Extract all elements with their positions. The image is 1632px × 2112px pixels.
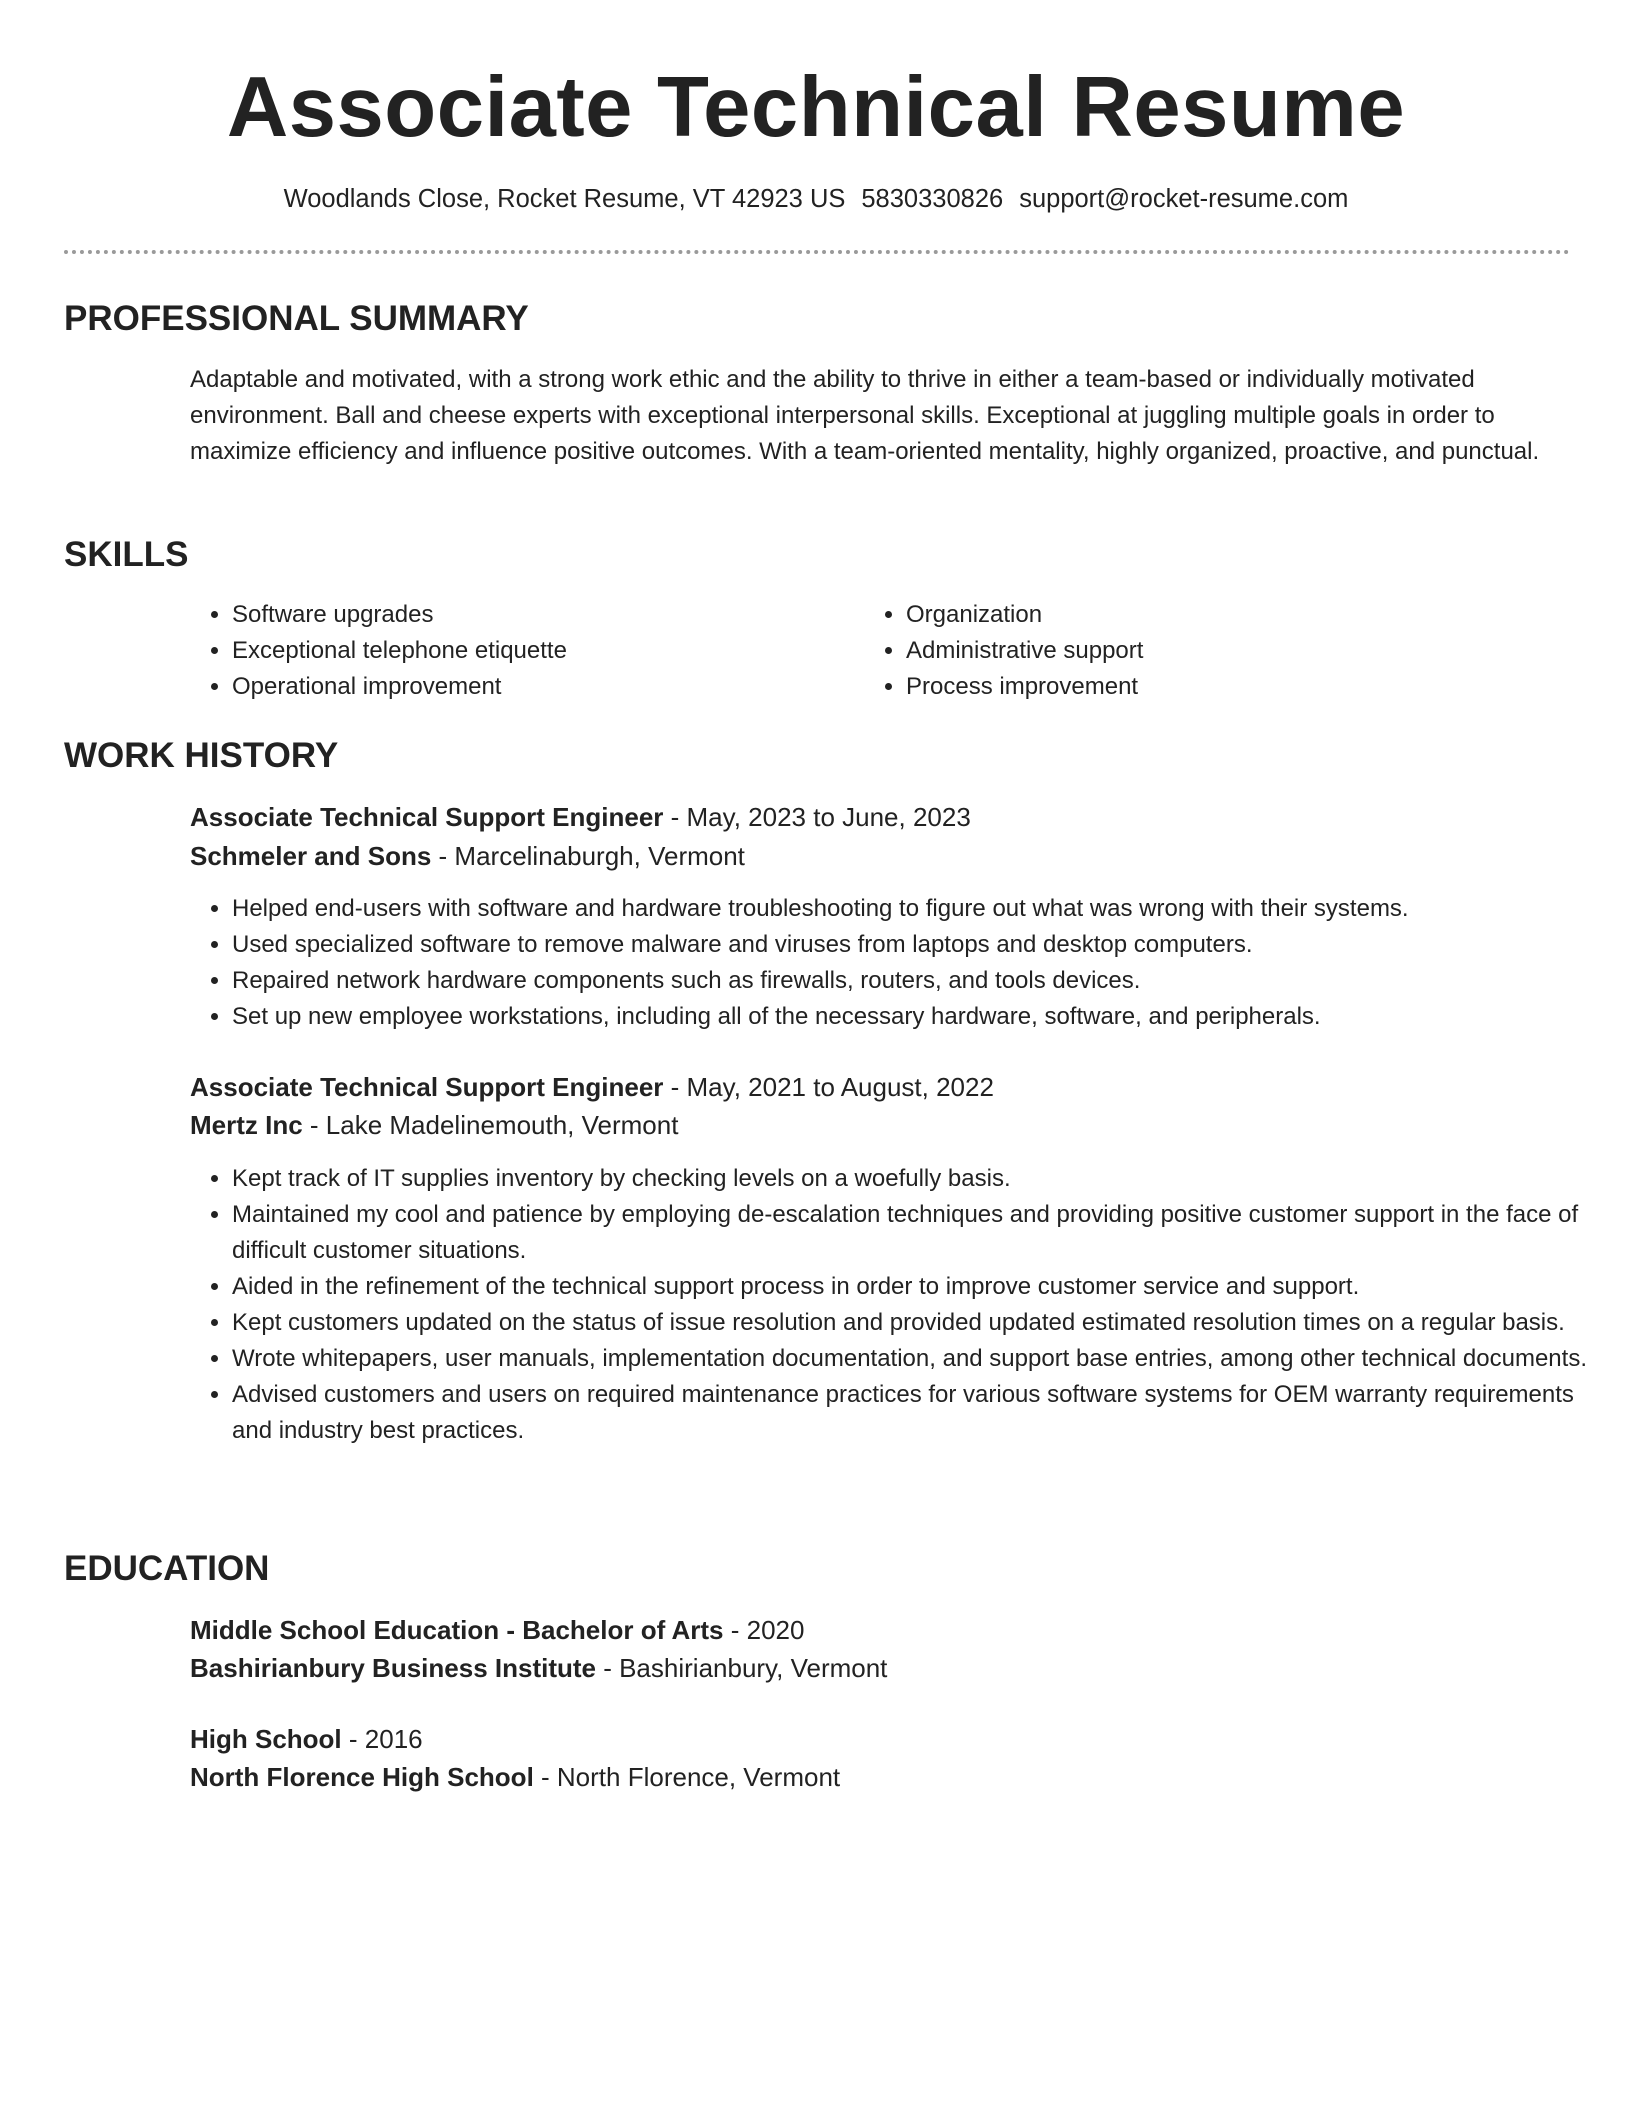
education-year: - 2016: [341, 1724, 423, 1754]
education-degree: Middle School Education - Bachelor of Arts: [190, 1615, 724, 1645]
job-dates: - May, 2023 to June, 2023: [663, 802, 971, 832]
job-bullet: • Repaired network hardware components such as firewalls, routers, and tools devices.: [232, 963, 1612, 999]
education-degree-line: [190, 1611, 804, 1649]
education-degree: High School: [190, 1724, 342, 1754]
job-bullet: • Kept customers updated on the status of issue resolution and provided updated estimated resolution times on a regular basis.: [232, 1305, 1612, 1341]
contact-email: support@rocket-resume.com: [1019, 185, 1349, 213]
summary-text: Adaptable and motivated, with a strong work ethic and the ability to thrive in either a team-based or individually motivated environment. Ball and cheese experts with exceptional interpersonal skills. Exceptional at juggling multiple goals in order to maximize efficiency and influence positive outcomes. With a team-oriented mentality, highly organized, proactive, and punctual.: [190, 366, 1540, 465]
job-bullet: • Wrote whitepapers, user manuals, implementation documentation, and support base entries, among other technical documents.: [232, 1341, 1612, 1377]
job-bullet: • Aided in the refinement of the technical support process in order to improve customer service and support.: [232, 1269, 1612, 1305]
job-bullet: • Advised customers and users on required maintenance practices for various software systems for OEM warranty requirements and industry best practices.: [232, 1377, 1612, 1449]
job-bullet: • Helped end-users with software and hardware troubleshooting to figure out what was wrong with their systems.: [232, 891, 1612, 927]
job-bullet: • Used specialized software to remove malware and viruses from laptops and desktop computers.: [232, 927, 1612, 963]
job-location: - Marcelinaburgh, Vermont: [431, 841, 745, 871]
skill-item: • Process improvement: [906, 669, 1506, 705]
job-company: Schmeler and Sons: [190, 841, 432, 871]
education-location: - Bashirianbury, Vermont: [595, 1653, 888, 1683]
job-company: Mertz Inc: [190, 1110, 303, 1140]
education-school: North Florence High School: [190, 1762, 534, 1792]
job-dates: - May, 2021 to August, 2022: [663, 1072, 994, 1102]
skills-list-right: [862, 597, 1506, 705]
job-title-line: [190, 1068, 994, 1106]
skill-item: • Exceptional telephone etiquette: [232, 633, 832, 669]
job-bullet: • Kept track of IT supplies inventory by checking levels on a woefully basis.: [232, 1161, 1612, 1197]
skill-item: • Operational improvement: [232, 669, 832, 705]
resume-title: Associate Technical Resume: [226, 60, 1406, 155]
contact-phone: 5830330826: [861, 185, 1004, 213]
skill-item: • Organization: [906, 597, 1506, 633]
education-heading: EDUCATION: [64, 1549, 270, 1588]
job-title: Associate Technical Support Engineer: [190, 802, 664, 832]
skills-heading: SKILLS: [64, 535, 189, 574]
job-bullets: [188, 1161, 1612, 1449]
work-heading: WORK HISTORY: [64, 736, 339, 775]
job-location: - Lake Madelinemouth, Vermont: [302, 1110, 679, 1140]
summary-heading: PROFESSIONAL SUMMARY: [64, 299, 529, 338]
skill-item: • Software upgrades: [232, 597, 832, 633]
education-school-line: [190, 1649, 887, 1687]
education-school: Bashirianbury Business Institute: [190, 1653, 596, 1683]
job-company-line: [190, 1106, 678, 1144]
education-school-line: [190, 1758, 840, 1796]
skill-item: • Administrative support: [906, 633, 1506, 669]
skills-list-left: [188, 597, 832, 705]
education-degree-line: [190, 1720, 423, 1758]
job-title-line: [190, 798, 971, 836]
contact-address: Woodlands Close, Rocket Resume, VT 42923 US: [283, 185, 846, 213]
job-bullet: • Set up new employee workstations, including all of the necessary hardware, software, and peripherals.: [232, 999, 1612, 1035]
job-company-line: [190, 837, 745, 875]
job-title: Associate Technical Support Engineer: [190, 1072, 664, 1102]
job-bullets: [188, 891, 1612, 1035]
header-divider: [64, 250, 1570, 254]
education-year: - 2020: [723, 1615, 805, 1645]
education-location: - North Florence, Vermont: [533, 1762, 841, 1792]
contact-line: [0, 181, 1632, 217]
job-bullet: • Maintained my cool and patience by employing de-escalation techniques and providing positive customer support in the face of difficult customer situations.: [232, 1197, 1612, 1269]
